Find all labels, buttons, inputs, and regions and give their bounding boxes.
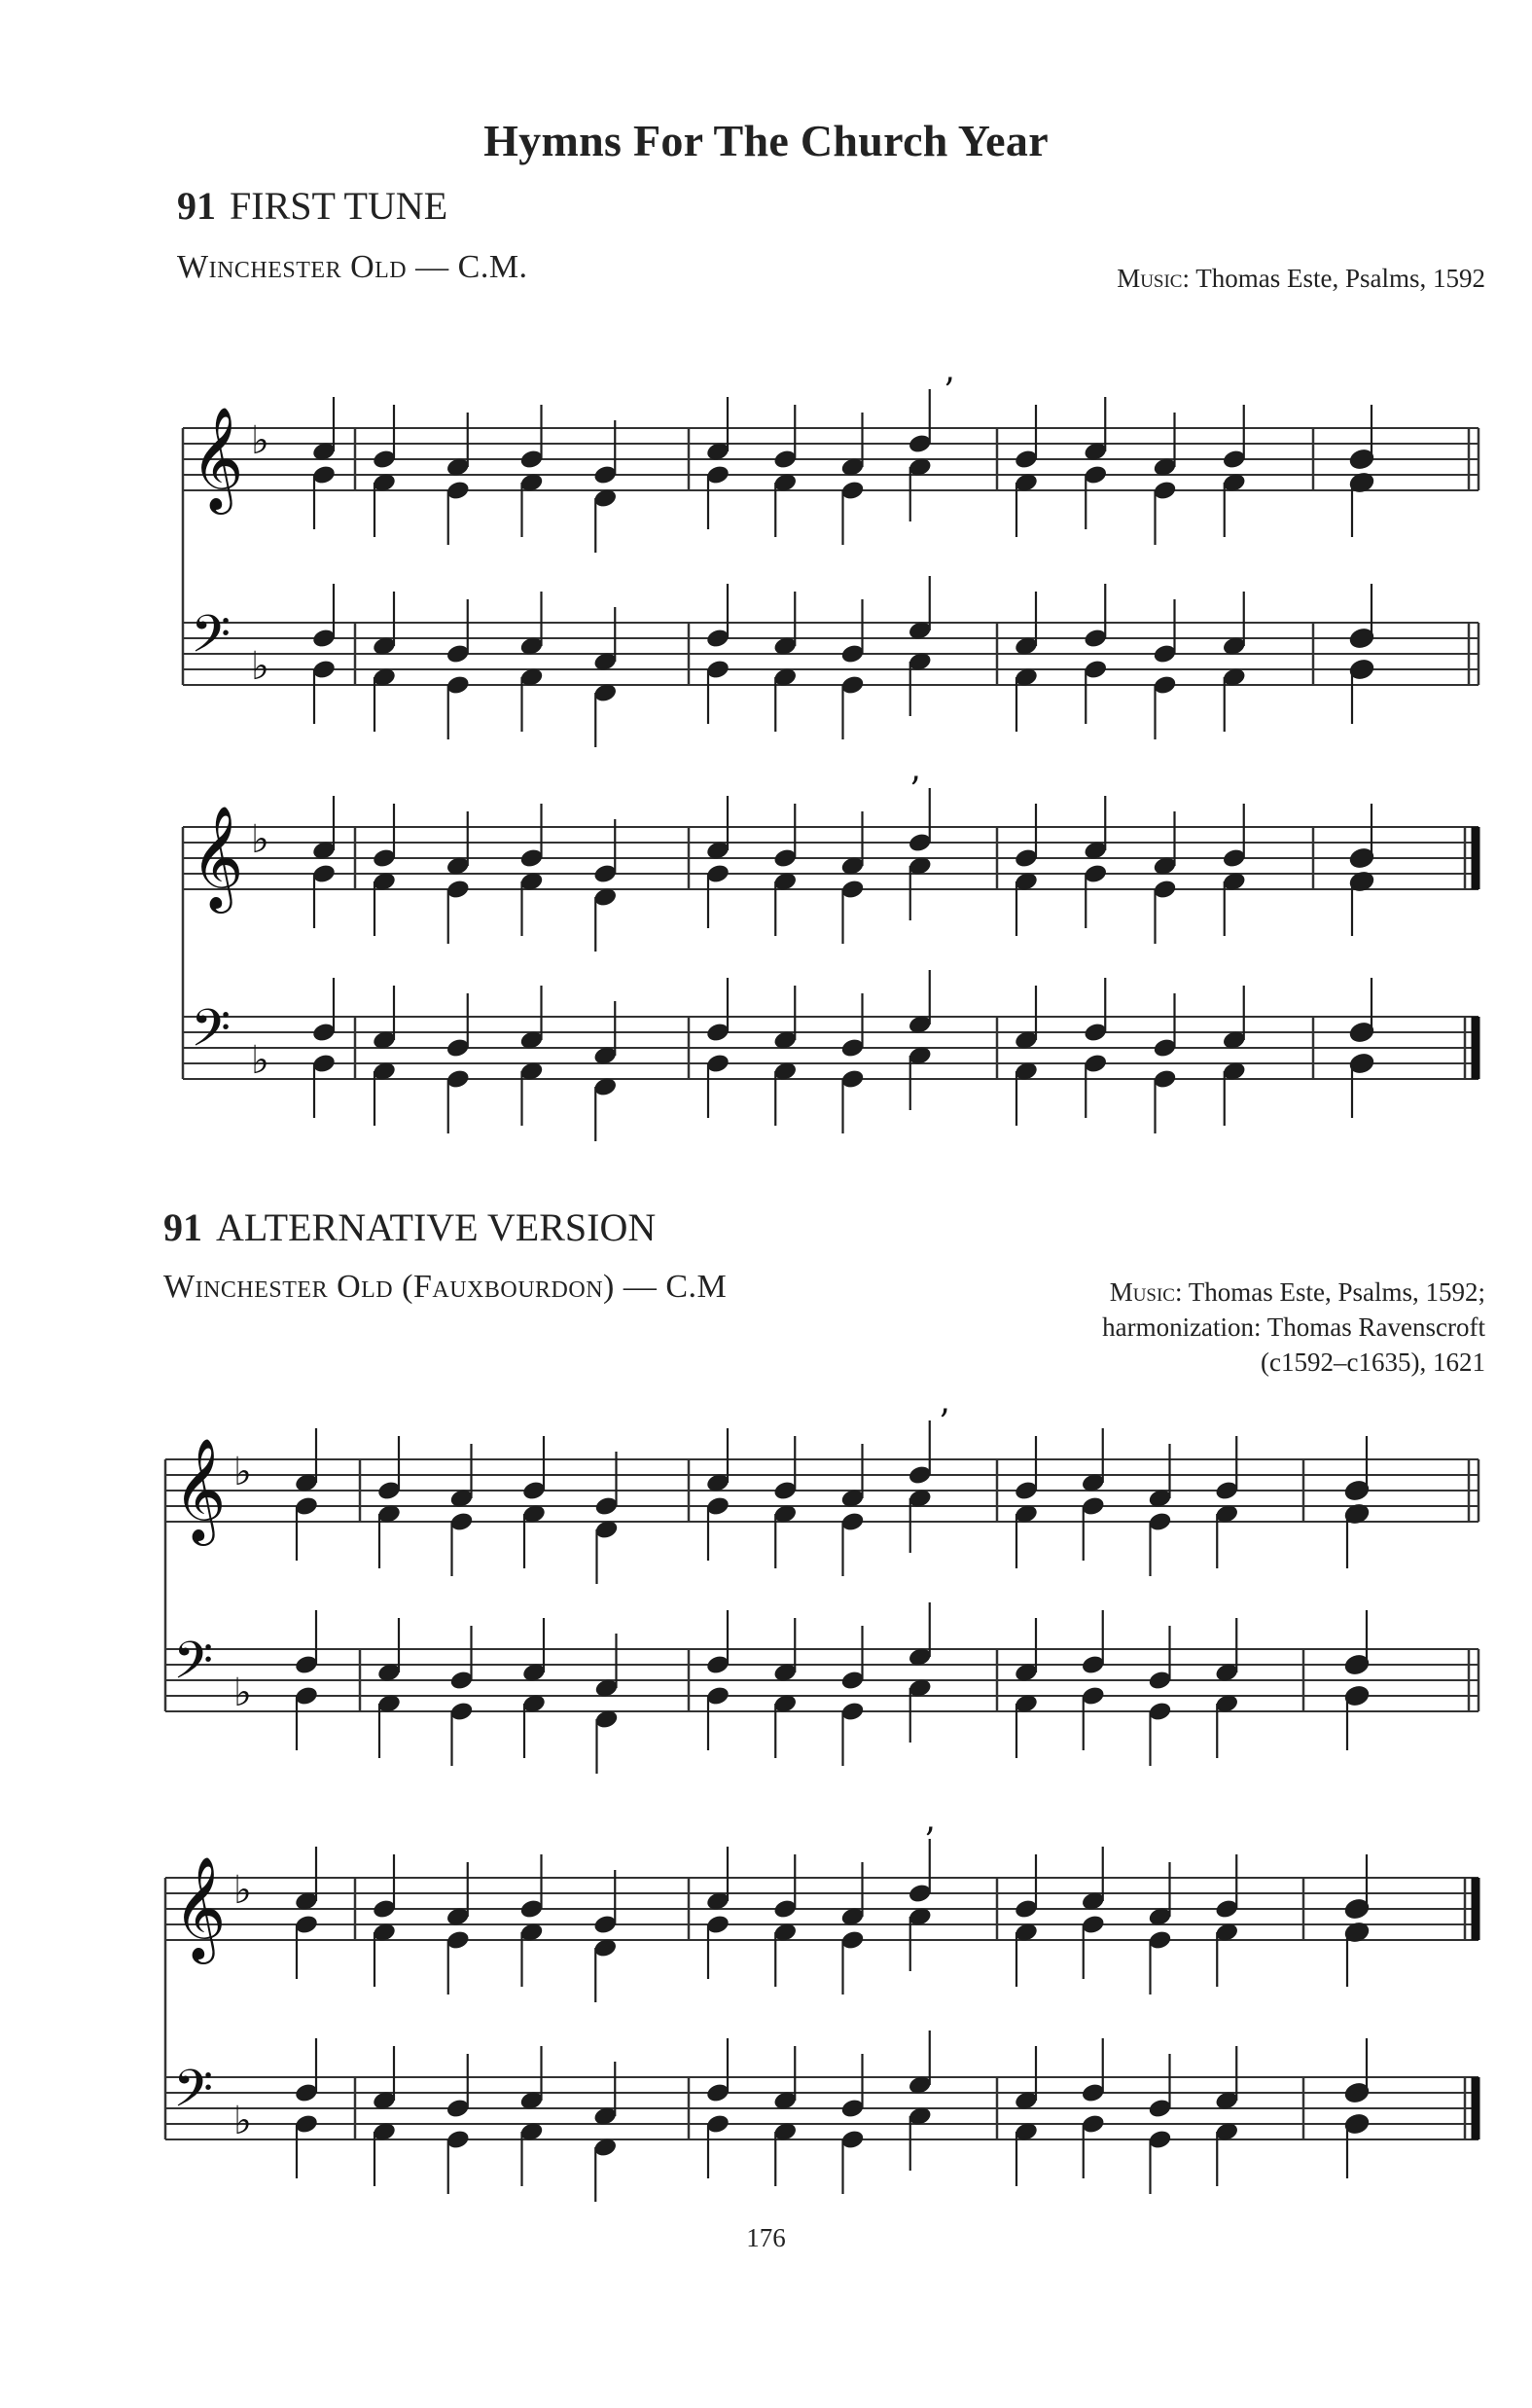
bass-clef-icon: 𝄢 — [173, 2060, 214, 2132]
flat-icon: ♭ — [251, 817, 269, 862]
hymn-subheading: FIRST TUNE — [230, 184, 448, 228]
hymn-heading — [177, 183, 447, 229]
hymn-heading — [163, 1204, 656, 1250]
flat-icon: ♭ — [251, 1038, 269, 1083]
credit-line: Thomas Este, Psalms, 1592 — [1195, 264, 1485, 293]
flat-icon: ♭ — [251, 418, 269, 463]
music-system-1 — [0, 370, 1532, 720]
page-title: Hymns For The Church Year — [483, 116, 1049, 165]
music-system-2 — [0, 759, 1532, 1138]
page-number: 176 — [746, 2223, 786, 2252]
credit-line: harmonization: Thomas Ravenscroft — [1102, 1312, 1485, 1342]
bass-clef-icon: 𝄢 — [173, 1632, 214, 1704]
music-system-4 — [0, 1810, 1532, 2199]
music-system-3 — [0, 1401, 1532, 1771]
flat-icon: ♭ — [233, 2099, 252, 2143]
breath-mark: ’ — [924, 1821, 936, 1861]
credit-label: Music: — [1117, 264, 1190, 293]
breath-mark: ’ — [944, 372, 955, 412]
bass-clef-icon: 𝄢 — [191, 605, 232, 677]
hymn-number: 91 — [177, 184, 216, 228]
treble-clef-icon: 𝄞 — [191, 805, 244, 909]
breath-mark: ’ — [909, 771, 921, 810]
flat-icon: ♭ — [251, 644, 269, 689]
treble-clef-icon: 𝄞 — [191, 406, 244, 510]
credit-label: Music: — [1109, 1277, 1183, 1307]
credit-line: (c1592–c1635), 1621 — [1261, 1348, 1485, 1377]
hymn-number: 91 — [163, 1205, 202, 1249]
bass-clef-icon: 𝄢 — [191, 999, 232, 1071]
tune-name: Winchester Old (Fauxbourdon) — C.M — [163, 1269, 728, 1305]
treble-clef-icon: 𝄞 — [173, 1855, 227, 1959]
music-credit — [1117, 261, 1485, 296]
flat-icon: ♭ — [233, 1868, 252, 1913]
flat-icon: ♭ — [233, 1671, 252, 1715]
flat-icon: ♭ — [233, 1450, 252, 1494]
credit-line: Thomas Este, Psalms, 1592; — [1188, 1277, 1485, 1307]
tune-name: Winchester Old — C.M. — [177, 249, 528, 285]
breath-mark: ’ — [939, 1403, 950, 1443]
hymn-subheading: ALTERNATIVE VERSION — [216, 1205, 657, 1249]
treble-clef-icon: 𝄞 — [173, 1437, 227, 1541]
music-credit — [1102, 1275, 1485, 1380]
